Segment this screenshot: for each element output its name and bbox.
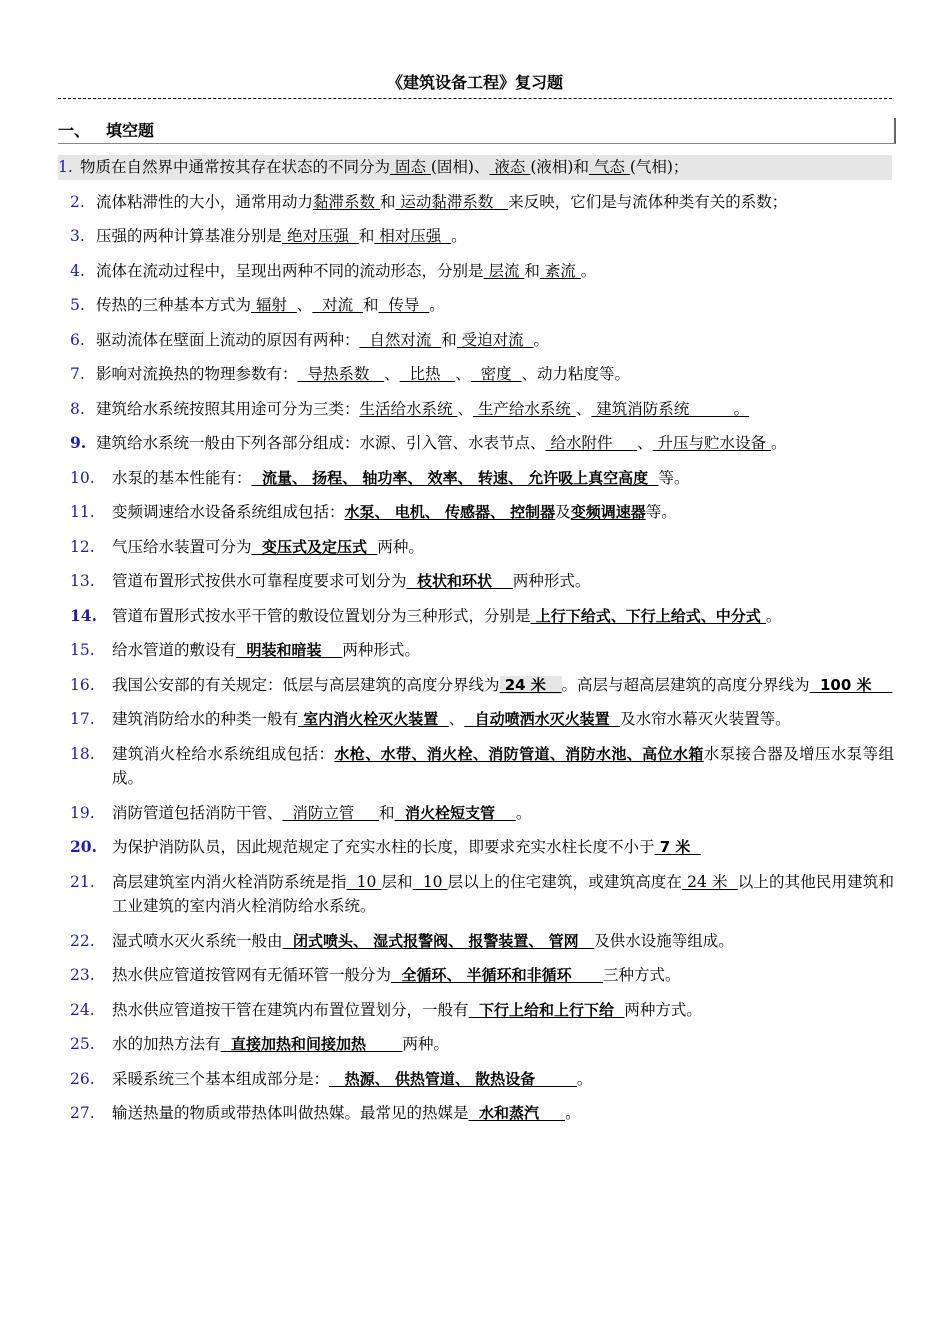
question-item [58, 1101, 894, 1126]
answer-blank: 辐射 [251, 296, 297, 314]
question-text: 影响对流换热的物理参数有： [96, 365, 298, 383]
question-text: 建筑消防给水的种类一般有 [112, 710, 299, 728]
question-number: 3. [70, 227, 85, 245]
answer-blank: 比热 [399, 365, 456, 383]
question-text: 等。 [645, 503, 677, 521]
question-text: 、 [296, 296, 313, 314]
answer-blank: 运动黏滞系数 [395, 192, 509, 211]
question-text: (液相)和 [530, 158, 589, 176]
question-text: 和 [524, 261, 540, 280]
answer-blank: 导热系数 [297, 365, 385, 383]
question-text: 和 [379, 803, 395, 822]
question-text: 、 [637, 434, 653, 452]
answer-blank: 受迫对流 [456, 330, 534, 349]
question-list [58, 155, 894, 1136]
question-text: 两种形式。 [342, 641, 420, 659]
answer-blank: 相对压强 [374, 227, 452, 245]
answer-blank: 下行上给和上行下给 [468, 1000, 625, 1019]
question-text: 建筑给水系统一般由下列各部分组成：水源、引入管、水表节点、 [96, 434, 546, 452]
question-text: 给水管道的敷设有 [112, 641, 237, 659]
answer-blank: 自动喷洒水灭火装置 [464, 710, 621, 728]
question-number: 26. [70, 1069, 95, 1088]
answer-blank: 枝状和环状 [406, 572, 513, 590]
answer-blank: 密度 [470, 365, 522, 383]
question-text: 层和 [381, 872, 413, 891]
question-text: 、动力粘度等。 [521, 365, 631, 383]
question-number: 9. [70, 433, 87, 452]
question-text: 两种。 [402, 1035, 450, 1053]
question-text: 流体粘滞性的大小，通常用动力 [96, 192, 314, 211]
question-text: 层以上的住宅建筑，或建筑高度在 [447, 872, 683, 891]
question-item [58, 535, 894, 560]
question-text: 和 [358, 227, 375, 245]
question-number: 20. [70, 837, 97, 856]
question-item [58, 673, 894, 698]
question-text: 。 [515, 803, 532, 822]
question-text: 两种方式。 [624, 1000, 702, 1019]
question-item [58, 835, 894, 860]
answer-blank: 7 米 [654, 838, 701, 856]
question-number: 6. [70, 330, 85, 349]
question-text: 建筑消火栓给水系统组成包括： [112, 744, 335, 763]
question-item [58, 604, 894, 629]
question-text: 。 [576, 1069, 593, 1088]
question-text: 热水供应管道按干管在建筑内布置位置划分，一般有 [112, 1000, 469, 1019]
question-text: 我国公安部的有关规定：低层与高层建筑的高度分界线为 [112, 675, 500, 694]
question-text: 。 [765, 606, 782, 625]
question-text: 。 [770, 434, 787, 452]
question-text: 传热的三种基本方式为 [96, 296, 252, 314]
question-text: 、 [448, 710, 465, 728]
question-number: 12. [70, 537, 95, 556]
question-item [58, 328, 894, 353]
question-item [58, 638, 894, 663]
question-text: 湿式喷水灭火系统一般由 [112, 931, 283, 950]
question-text: 。 [451, 227, 467, 245]
question-item [58, 190, 894, 215]
question-item [58, 224, 894, 249]
question-number: 27. [70, 1104, 95, 1122]
question-text: 及水帘水幕灭火装置等。 [620, 710, 791, 728]
question-text: 。高层与超高层建筑的高度分界线为 [561, 675, 810, 694]
question-item [58, 259, 894, 284]
question-text: 驱动流体在壁面上流动的原因有两种： [96, 330, 360, 349]
question-text: 水泵接合器及增压水泵等组成。 [112, 744, 894, 787]
question-item [58, 801, 894, 826]
question-number: 24. [70, 1000, 95, 1019]
question-text: (气相)； [629, 158, 689, 176]
question-number: 7. [70, 365, 85, 383]
question-item [58, 998, 894, 1023]
section-number: 一、 [58, 121, 91, 140]
question-number: 22. [70, 931, 95, 950]
answer-blank: 给水附件 [545, 434, 638, 452]
question-number: 13. [70, 572, 95, 590]
question-item [58, 431, 894, 456]
question-text: 以上的其他民用建筑和工业建筑的室内消火栓消防给水系统。 [112, 872, 894, 915]
question-text: 两种形式。 [512, 572, 591, 590]
question-item [58, 870, 894, 919]
question-text: 。 [429, 296, 445, 314]
question-text: 消防管道包括消防干管、 [112, 803, 283, 822]
question-text: 水泵的基本性能有： [112, 468, 252, 487]
question-number: 2. [70, 192, 85, 211]
question-item [58, 1032, 894, 1057]
question-text: 采暖系统三个基本组成部分是： [112, 1069, 330, 1088]
question-text: 变频调速给水设备系统组成包括： [112, 503, 345, 521]
question-text: 压强的两种计算基准分别是 [96, 227, 283, 245]
question-number: 5. [70, 296, 85, 314]
question-number: 17. [70, 710, 95, 728]
question-item [58, 155, 892, 180]
answer-blank: 上行下给式、下行上给式、中分式 [530, 606, 766, 625]
question-item [58, 742, 894, 791]
answer-blank: 绝对压强 [282, 227, 359, 245]
question-item [58, 466, 894, 491]
answer-blank: 液态 [489, 158, 531, 176]
question-text: 热水供应管道按管网有无循环管一般分为 [112, 966, 392, 984]
answer-blank: 生产给水系统 [472, 399, 576, 418]
answer-blank: 全循环、 半循环和非循环 [391, 966, 604, 984]
question-item [58, 500, 894, 525]
question-text: 两种。 [377, 537, 424, 556]
question-number: 1. [58, 158, 73, 176]
answer-blank: 水枪、水带、消火栓、消防管道、消防水池、高位水箱 [334, 744, 704, 763]
answer-blank: 室内消火栓灭火装置 [298, 710, 449, 728]
answer-blank: 明装和暗装 [236, 641, 343, 659]
question-text: 高层建筑室内消火栓消防系统是指 [112, 872, 347, 891]
question-text: 气压给水装置可分为 [112, 537, 252, 556]
question-text: 。 [565, 1104, 581, 1122]
question-text: 管道布置形式按水平干管的敷设位置划分为三种形式，分别是 [112, 606, 531, 625]
question-text: 流体在流动过程中，呈现出两种不同的流动形态，分别是 [96, 261, 484, 280]
answer-blank: 自然对流 [359, 330, 442, 349]
question-item [58, 963, 894, 988]
question-text: 为保护消防队员，因此规范规定了充实水柱的长度，即要求充实水柱长度不小于 [112, 838, 655, 856]
question-number: 4. [70, 261, 85, 280]
question-item [58, 1067, 894, 1092]
answer-blank: 变压式及定压式 [251, 537, 378, 556]
question-item [58, 397, 894, 422]
answer-blank: 10 [346, 872, 382, 891]
answer-blank: 流量、 扬程、 轴功率、 效率、 转速、 允许吸上真空高度 [251, 468, 659, 487]
answer-blank: 建筑消防系统 。 [591, 399, 750, 418]
question-text: 。 [580, 261, 597, 280]
answer-blank: 层流 [483, 261, 525, 280]
question-item [58, 707, 894, 732]
answer-blank: 对流 [312, 296, 364, 314]
question-number: 10. [70, 468, 95, 487]
question-text: 和 [441, 330, 457, 349]
answer-blank: 24 米 [682, 872, 738, 891]
question-text: 管道布置形式按供水可靠程度要求可划分为 [112, 572, 407, 590]
question-number: 25. [70, 1035, 95, 1053]
answer-blank: 热源、 供热管道、 散热设备 [329, 1069, 577, 1088]
question-text: 建筑给水系统按照其用途可分为三类： [96, 399, 360, 418]
answer-blank: 传导 [378, 296, 430, 314]
question-text: 、 [455, 365, 471, 383]
question-number: 11. [70, 503, 95, 521]
answer-blank: 100 米 [809, 675, 893, 694]
question-number: 21. [70, 872, 95, 891]
question-item [58, 362, 894, 387]
answer-blank: 水泵、 电机、 传感器、 控制器 [344, 503, 556, 521]
question-text: 和 [379, 192, 396, 211]
question-text: 及供水设施等组成。 [594, 931, 734, 950]
question-text: 、 [457, 399, 473, 418]
answer-blank: 生活给水系统 [359, 399, 458, 418]
question-item [58, 929, 894, 954]
question-text: 、 [575, 399, 592, 418]
question-text: 输送热量的物质或带热体叫做热媒。最常见的热媒是 [112, 1104, 469, 1122]
question-item [58, 293, 894, 318]
section-title: 填空题 [106, 121, 155, 140]
answer-blank: 气态 [588, 158, 630, 176]
question-number: 15. [70, 641, 95, 659]
section-heading [58, 118, 896, 144]
answer-blank: 黏滞系数 [313, 192, 380, 211]
answer-blank: 固态 [390, 158, 431, 176]
question-text: 。 [533, 330, 550, 349]
answer-blank: 升压与贮水设备 [652, 434, 771, 452]
dashed-divider [58, 98, 892, 99]
question-item [58, 569, 894, 594]
question-number: 23. [70, 966, 95, 984]
answer-blank: 10 [412, 872, 448, 891]
answer-blank: 变频调速器 [570, 503, 646, 521]
answer-blank: 直接加热和间接加热 [220, 1035, 403, 1053]
answer-blank: 24 米 [499, 675, 562, 694]
answer-blank: 消防立管 [282, 803, 380, 822]
answer-blank: 消火栓短支管 [394, 803, 516, 822]
question-number: 16. [70, 675, 95, 694]
question-number: 14. [70, 605, 97, 625]
question-text: 等。 [658, 468, 690, 487]
answer-blank: 闭式喷头、 湿式报警阀、 报警装置、 管网 [282, 931, 595, 950]
question-text: 和 [363, 296, 379, 314]
question-text: 物质在自然界中通常按其存在状态的不同分为 [80, 158, 391, 176]
question-text: 及 [555, 503, 571, 521]
question-number: 18. [70, 744, 95, 763]
answer-blank: 水和蒸汽 [468, 1104, 566, 1122]
question-text: 水的加热方法有 [112, 1035, 221, 1053]
question-number: 19. [70, 803, 95, 822]
question-text: 来反映，它们是与流体种类有关的系数； [508, 192, 788, 211]
question-text: 、 [384, 365, 400, 383]
question-text: 三种方式。 [603, 966, 681, 984]
answer-blank: 紊流 [539, 261, 581, 280]
question-number: 8. [70, 399, 85, 418]
question-text: (固相)、 [430, 158, 490, 176]
document-title: 《建筑设备工程》复习题 [386, 73, 563, 92]
